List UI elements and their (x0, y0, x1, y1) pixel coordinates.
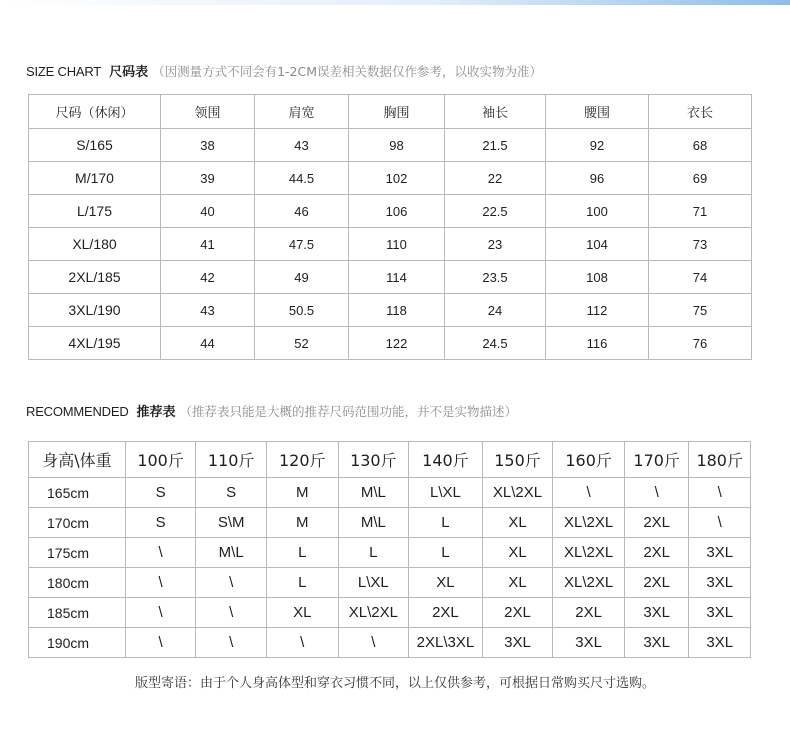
table-cell: \ (125, 568, 196, 598)
size-chart-title-zh: 尺码表 (109, 65, 149, 80)
table-cell: XL\2XL (482, 478, 553, 508)
table-cell: 3XL (624, 628, 689, 658)
table-cell: \ (553, 478, 625, 508)
table-row (29, 478, 751, 508)
table-cell: S (125, 508, 196, 538)
table-row (29, 327, 752, 360)
column-header: 180斤 (689, 442, 751, 478)
table-cell: 3XL (482, 628, 553, 658)
column-header: 100斤 (125, 442, 196, 478)
fit-advice-note: 版型寄语：由于个人身高体型和穿衣习惯不同，以上仅供参考，可根据日常购买尺寸选购。 (134, 676, 655, 691)
table-cell: \ (624, 478, 689, 508)
size-chart-note: （因测量方式不同会有1-2CM误差相关数据仅作参考，以收实物为准） (152, 64, 543, 79)
top-accent-rule (0, 0, 790, 5)
table-cell: 44 (161, 327, 255, 360)
table-cell: 23.5 (445, 261, 546, 294)
table-cell: 108 (546, 261, 649, 294)
table-cell: 92 (546, 129, 649, 162)
table-cell: 104 (546, 228, 649, 261)
table-cell: 98 (349, 129, 445, 162)
column-header: 120斤 (266, 442, 338, 478)
column-header: 肩宽 (255, 95, 349, 129)
height-label: 180cm (29, 568, 126, 598)
size-label: 3XL/190 (29, 294, 161, 327)
table-cell: M\L (338, 508, 409, 538)
table-cell: 2XL\3XL (409, 628, 483, 658)
table-cell: XL (482, 568, 553, 598)
recommended-table (28, 441, 751, 658)
table-cell: \ (266, 628, 338, 658)
table-row (29, 195, 752, 228)
table-cell: 41 (161, 228, 255, 261)
column-header: 腰围 (546, 95, 649, 129)
table-cell: 114 (349, 261, 445, 294)
table-row (29, 628, 751, 658)
size-label: M/170 (29, 162, 161, 195)
table-cell: 2XL (624, 568, 689, 598)
table-cell: 3XL (624, 598, 689, 628)
table-cell: \ (689, 478, 751, 508)
size-label: XL/180 (29, 228, 161, 261)
table-cell: 22 (445, 162, 546, 195)
size-column-header: 尺码（休闲） (29, 95, 161, 129)
size-label: L/175 (29, 195, 161, 228)
table-cell: XL\2XL (553, 508, 625, 538)
table-cell: 43 (255, 129, 349, 162)
size-label: S/165 (29, 129, 161, 162)
table-row (29, 598, 751, 628)
height-label: 165cm (29, 478, 126, 508)
table-cell: 21.5 (445, 129, 546, 162)
table-row (29, 261, 752, 294)
table-cell: 102 (349, 162, 445, 195)
table-cell: 110 (349, 228, 445, 261)
table-cell: 112 (546, 294, 649, 327)
height-label: 175cm (29, 538, 126, 568)
size-chart-table (28, 94, 752, 360)
column-header: 110斤 (196, 442, 267, 478)
table-row (29, 162, 752, 195)
table-cell: 2XL (482, 598, 553, 628)
table-cell: 116 (546, 327, 649, 360)
table-cell: L (338, 538, 409, 568)
recommended-heading (26, 401, 517, 420)
table-cell: 2XL (553, 598, 625, 628)
table-cell: 3XL (689, 568, 751, 598)
table-cell: S (196, 478, 267, 508)
size-chart-header-row (29, 95, 752, 129)
table-cell: \ (196, 598, 267, 628)
table-cell: \ (125, 598, 196, 628)
table-cell: 46 (255, 195, 349, 228)
table-cell: XL (409, 568, 483, 598)
table-cell: M\L (196, 538, 267, 568)
recommended-title-en: RECOMMENDED (26, 404, 129, 419)
table-cell: L (409, 538, 483, 568)
table-cell: 38 (161, 129, 255, 162)
table-cell: 2XL (624, 508, 689, 538)
height-label: 185cm (29, 598, 126, 628)
table-cell: \ (125, 538, 196, 568)
table-cell: 75 (649, 294, 752, 327)
table-cell: 40 (161, 195, 255, 228)
table-cell: 76 (649, 327, 752, 360)
table-cell: \ (125, 628, 196, 658)
table-cell: XL\2XL (553, 568, 625, 598)
table-cell: 24.5 (445, 327, 546, 360)
size-label: 4XL/195 (29, 327, 161, 360)
table-cell: 23 (445, 228, 546, 261)
table-cell: 50.5 (255, 294, 349, 327)
table-cell: 3XL (553, 628, 625, 658)
table-cell: M (266, 478, 338, 508)
table-cell: \ (338, 628, 409, 658)
table-cell: 52 (255, 327, 349, 360)
table-cell: 100 (546, 195, 649, 228)
table-cell: 71 (649, 195, 752, 228)
table-cell: 3XL (689, 538, 751, 568)
table-cell: XL (482, 538, 553, 568)
table-cell: 44.5 (255, 162, 349, 195)
table-cell: \ (196, 628, 267, 658)
table-cell: \ (196, 568, 267, 598)
height-label: 170cm (29, 508, 126, 538)
table-cell: XL\2XL (338, 598, 409, 628)
size-chart-title-en: SIZE CHART (26, 64, 102, 79)
table-row (29, 228, 752, 261)
table-cell: 69 (649, 162, 752, 195)
height-weight-header: 身高\体重 (29, 442, 126, 478)
column-header: 140斤 (409, 442, 483, 478)
table-cell: 2XL (624, 538, 689, 568)
column-header: 衣长 (649, 95, 752, 129)
recommended-title-zh: 推荐表 (136, 405, 176, 420)
recommended-note: （推荐表只能是大概的推荐尺码范围功能，并不是实物描述） (179, 404, 518, 419)
column-header: 胸围 (349, 95, 445, 129)
table-cell: 68 (649, 129, 752, 162)
table-cell: 3XL (689, 598, 751, 628)
table-cell: L\XL (338, 568, 409, 598)
table-cell: 122 (349, 327, 445, 360)
table-cell: 24 (445, 294, 546, 327)
table-cell: L\XL (409, 478, 483, 508)
table-row (29, 129, 752, 162)
size-chart-heading (26, 61, 542, 80)
column-header: 170斤 (624, 442, 689, 478)
table-cell: L (266, 538, 338, 568)
table-cell: 74 (649, 261, 752, 294)
table-row (29, 508, 751, 538)
recommended-header-row (29, 442, 751, 478)
table-cell: 49 (255, 261, 349, 294)
table-cell: 106 (349, 195, 445, 228)
size-label: 2XL/185 (29, 261, 161, 294)
table-row (29, 294, 752, 327)
height-label: 190cm (29, 628, 126, 658)
table-cell: \ (689, 508, 751, 538)
table-cell: M\L (338, 478, 409, 508)
table-cell: L (266, 568, 338, 598)
table-cell: M (266, 508, 338, 538)
table-cell: 39 (161, 162, 255, 195)
table-cell: 96 (546, 162, 649, 195)
table-cell: L (409, 508, 483, 538)
column-header: 领围 (161, 95, 255, 129)
table-cell: S (125, 478, 196, 508)
column-header: 150斤 (482, 442, 553, 478)
column-header: 160斤 (553, 442, 625, 478)
table-row (29, 538, 751, 568)
table-cell: XL (266, 598, 338, 628)
table-cell: XL\2XL (553, 538, 625, 568)
table-cell: 73 (649, 228, 752, 261)
table-cell: S\M (196, 508, 267, 538)
table-cell: 47.5 (255, 228, 349, 261)
column-header: 130斤 (338, 442, 409, 478)
table-cell: 43 (161, 294, 255, 327)
table-cell: 118 (349, 294, 445, 327)
table-cell: 22.5 (445, 195, 546, 228)
table-cell: XL (482, 508, 553, 538)
table-cell: 3XL (689, 628, 751, 658)
table-row (29, 568, 751, 598)
table-cell: 2XL (409, 598, 483, 628)
column-header: 袖长 (445, 95, 546, 129)
table-cell: 42 (161, 261, 255, 294)
